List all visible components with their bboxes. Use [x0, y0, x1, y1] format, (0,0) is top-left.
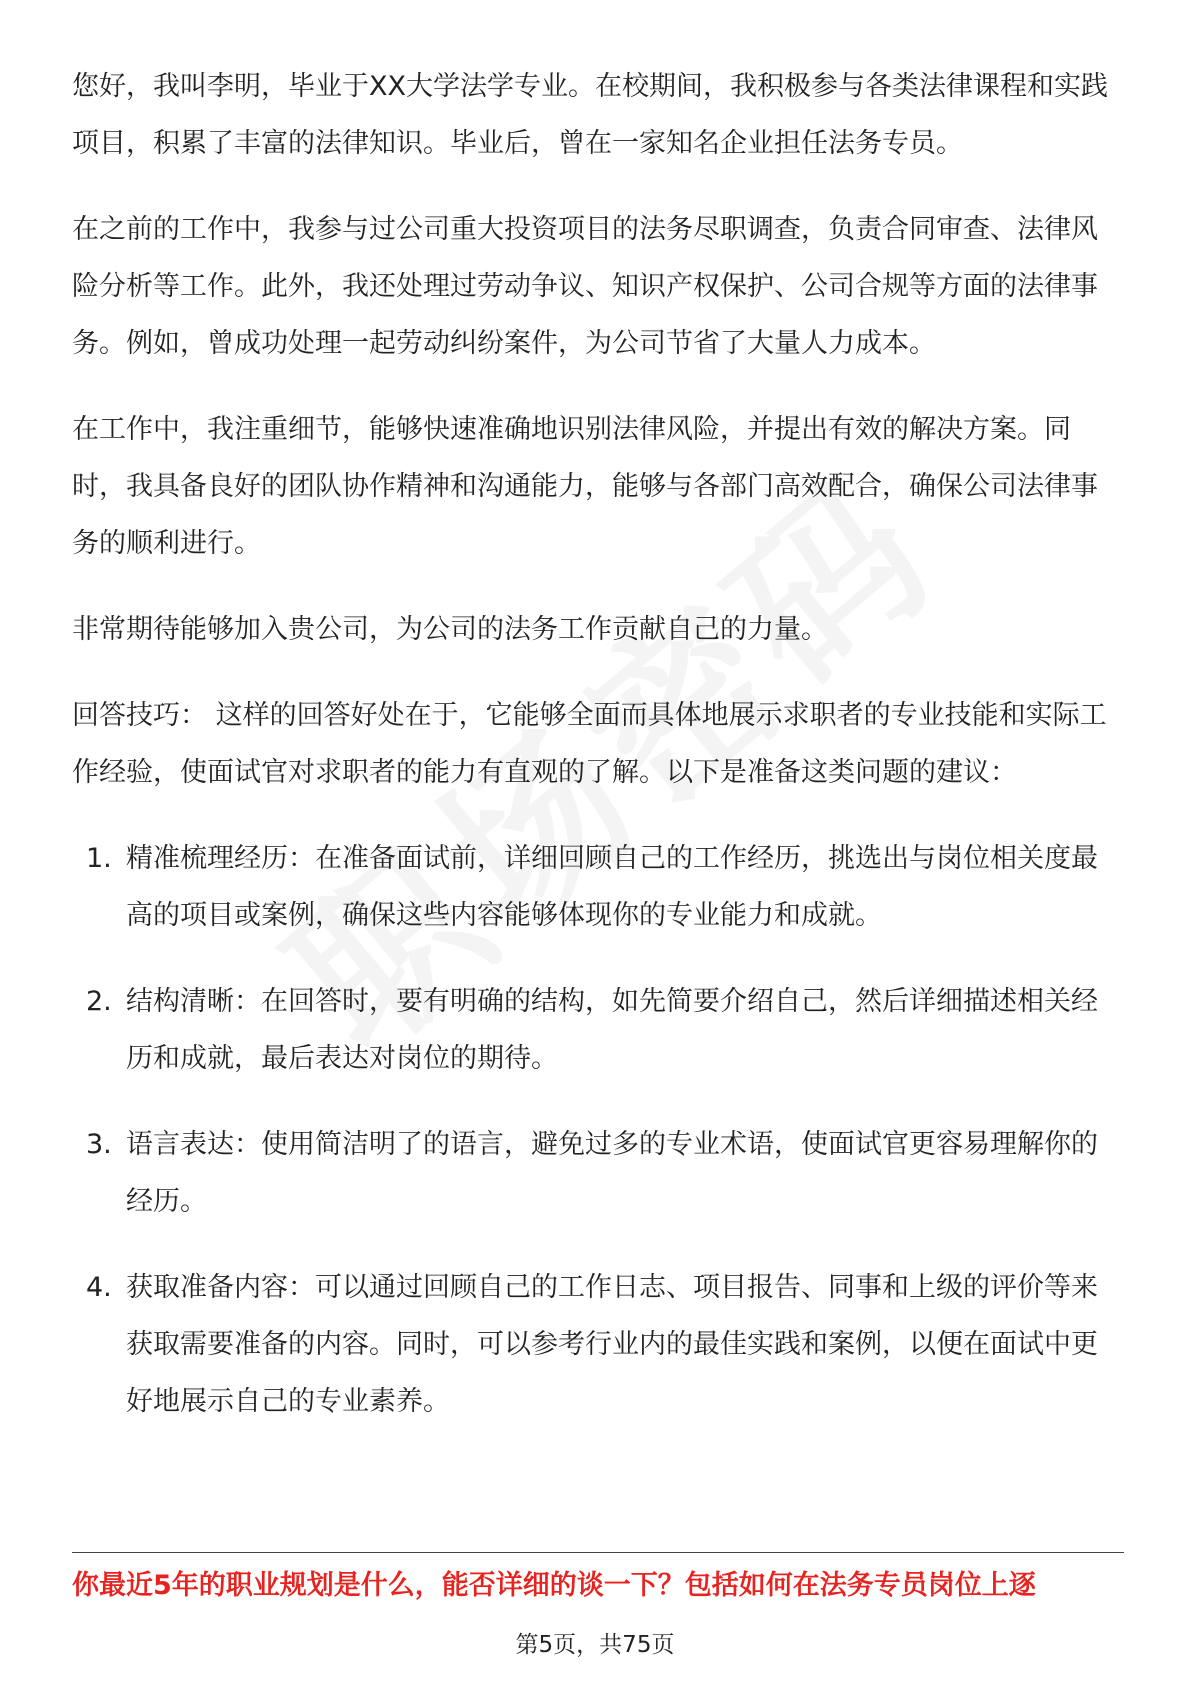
list-item-text: 结构清晰：在回答时，要有明确的结构，如先简要介绍自己，然后详细描述相关经历和成就，最后表达对岗位的期待。	[126, 986, 1098, 1074]
answer-tips-intro: 回答技巧： 这样的回答好处在于，它能够全面而具体地展示求职者的专业技能和实际工作经验，使面试官对求职者的能力有直观的了解。以下是准备这类问题的建议：	[72, 700, 1107, 788]
list-item	[72, 830, 1124, 944]
tips-list	[72, 830, 1124, 1430]
page-number: 第5页，共75页	[515, 1632, 675, 1658]
list-item-text: 语言表达：使用简洁明了的语言，避免过多的专业术语，使面试官更容易理解你的经历。	[126, 1129, 1098, 1217]
answer-paragraph-intro: 您好，我叫李明，毕业于XX大学法学专业。在校期间，我积极参与各类法律课程和实践项目，积累了丰富的法律知识。毕业后，曾在一家知名企业担任法务专员。	[72, 71, 1108, 159]
answer-paragraph-strengths: 在工作中，我注重细节，能够快速准确地识别法律风险，并提出有效的解决方案。同时，我具备良好的团队协作精神和沟通能力，能够与各部门高效配合，确保公司法律事务的顺利进行。	[72, 414, 1098, 559]
list-item	[72, 1116, 1124, 1230]
list-item-number: 4.	[86, 1272, 112, 1303]
list-item-number: 3.	[86, 1129, 112, 1160]
list-item-text: 精准梳理经历：在准备面试前，详细回顾自己的工作经历，挑选出与岗位相关度最高的项目或案例，确保这些内容能够体现你的专业能力和成就。	[126, 843, 1098, 931]
list-item-number: 1.	[86, 843, 112, 874]
answer-paragraph-closing: 非常期待能够加入贵公司，为公司的法务工作贡献自己的力量。	[72, 614, 828, 645]
answer-content	[72, 58, 1124, 1459]
next-question-heading: 你最近5年的职业规划是什么，能否详细的谈一下？包括如何在法务专员岗位上逐	[72, 1570, 1036, 1601]
list-item-text: 获取准备内容：可以通过回顾自己的工作日志、项目报告、同事和上级的评价等来获取需要准备的内容。同时，可以参考行业内的最佳实践和案例，以便在面试中更好地展示自己的专业素养。	[126, 1272, 1098, 1417]
list-item-number: 2.	[86, 986, 112, 1017]
answer-paragraph-experience: 在之前的工作中，我参与过公司重大投资项目的法务尽职调查，负责合同审查、法律风险分析等工作。此外，我还处理过劳动争议、知识产权保护、公司合规等方面的法律事务。例如，曾成功处理一起劳动纠纷案件，为公司节省了大量人力成本。	[72, 214, 1098, 359]
list-item	[72, 1259, 1124, 1430]
list-item	[72, 973, 1124, 1087]
section-divider	[72, 1552, 1124, 1553]
